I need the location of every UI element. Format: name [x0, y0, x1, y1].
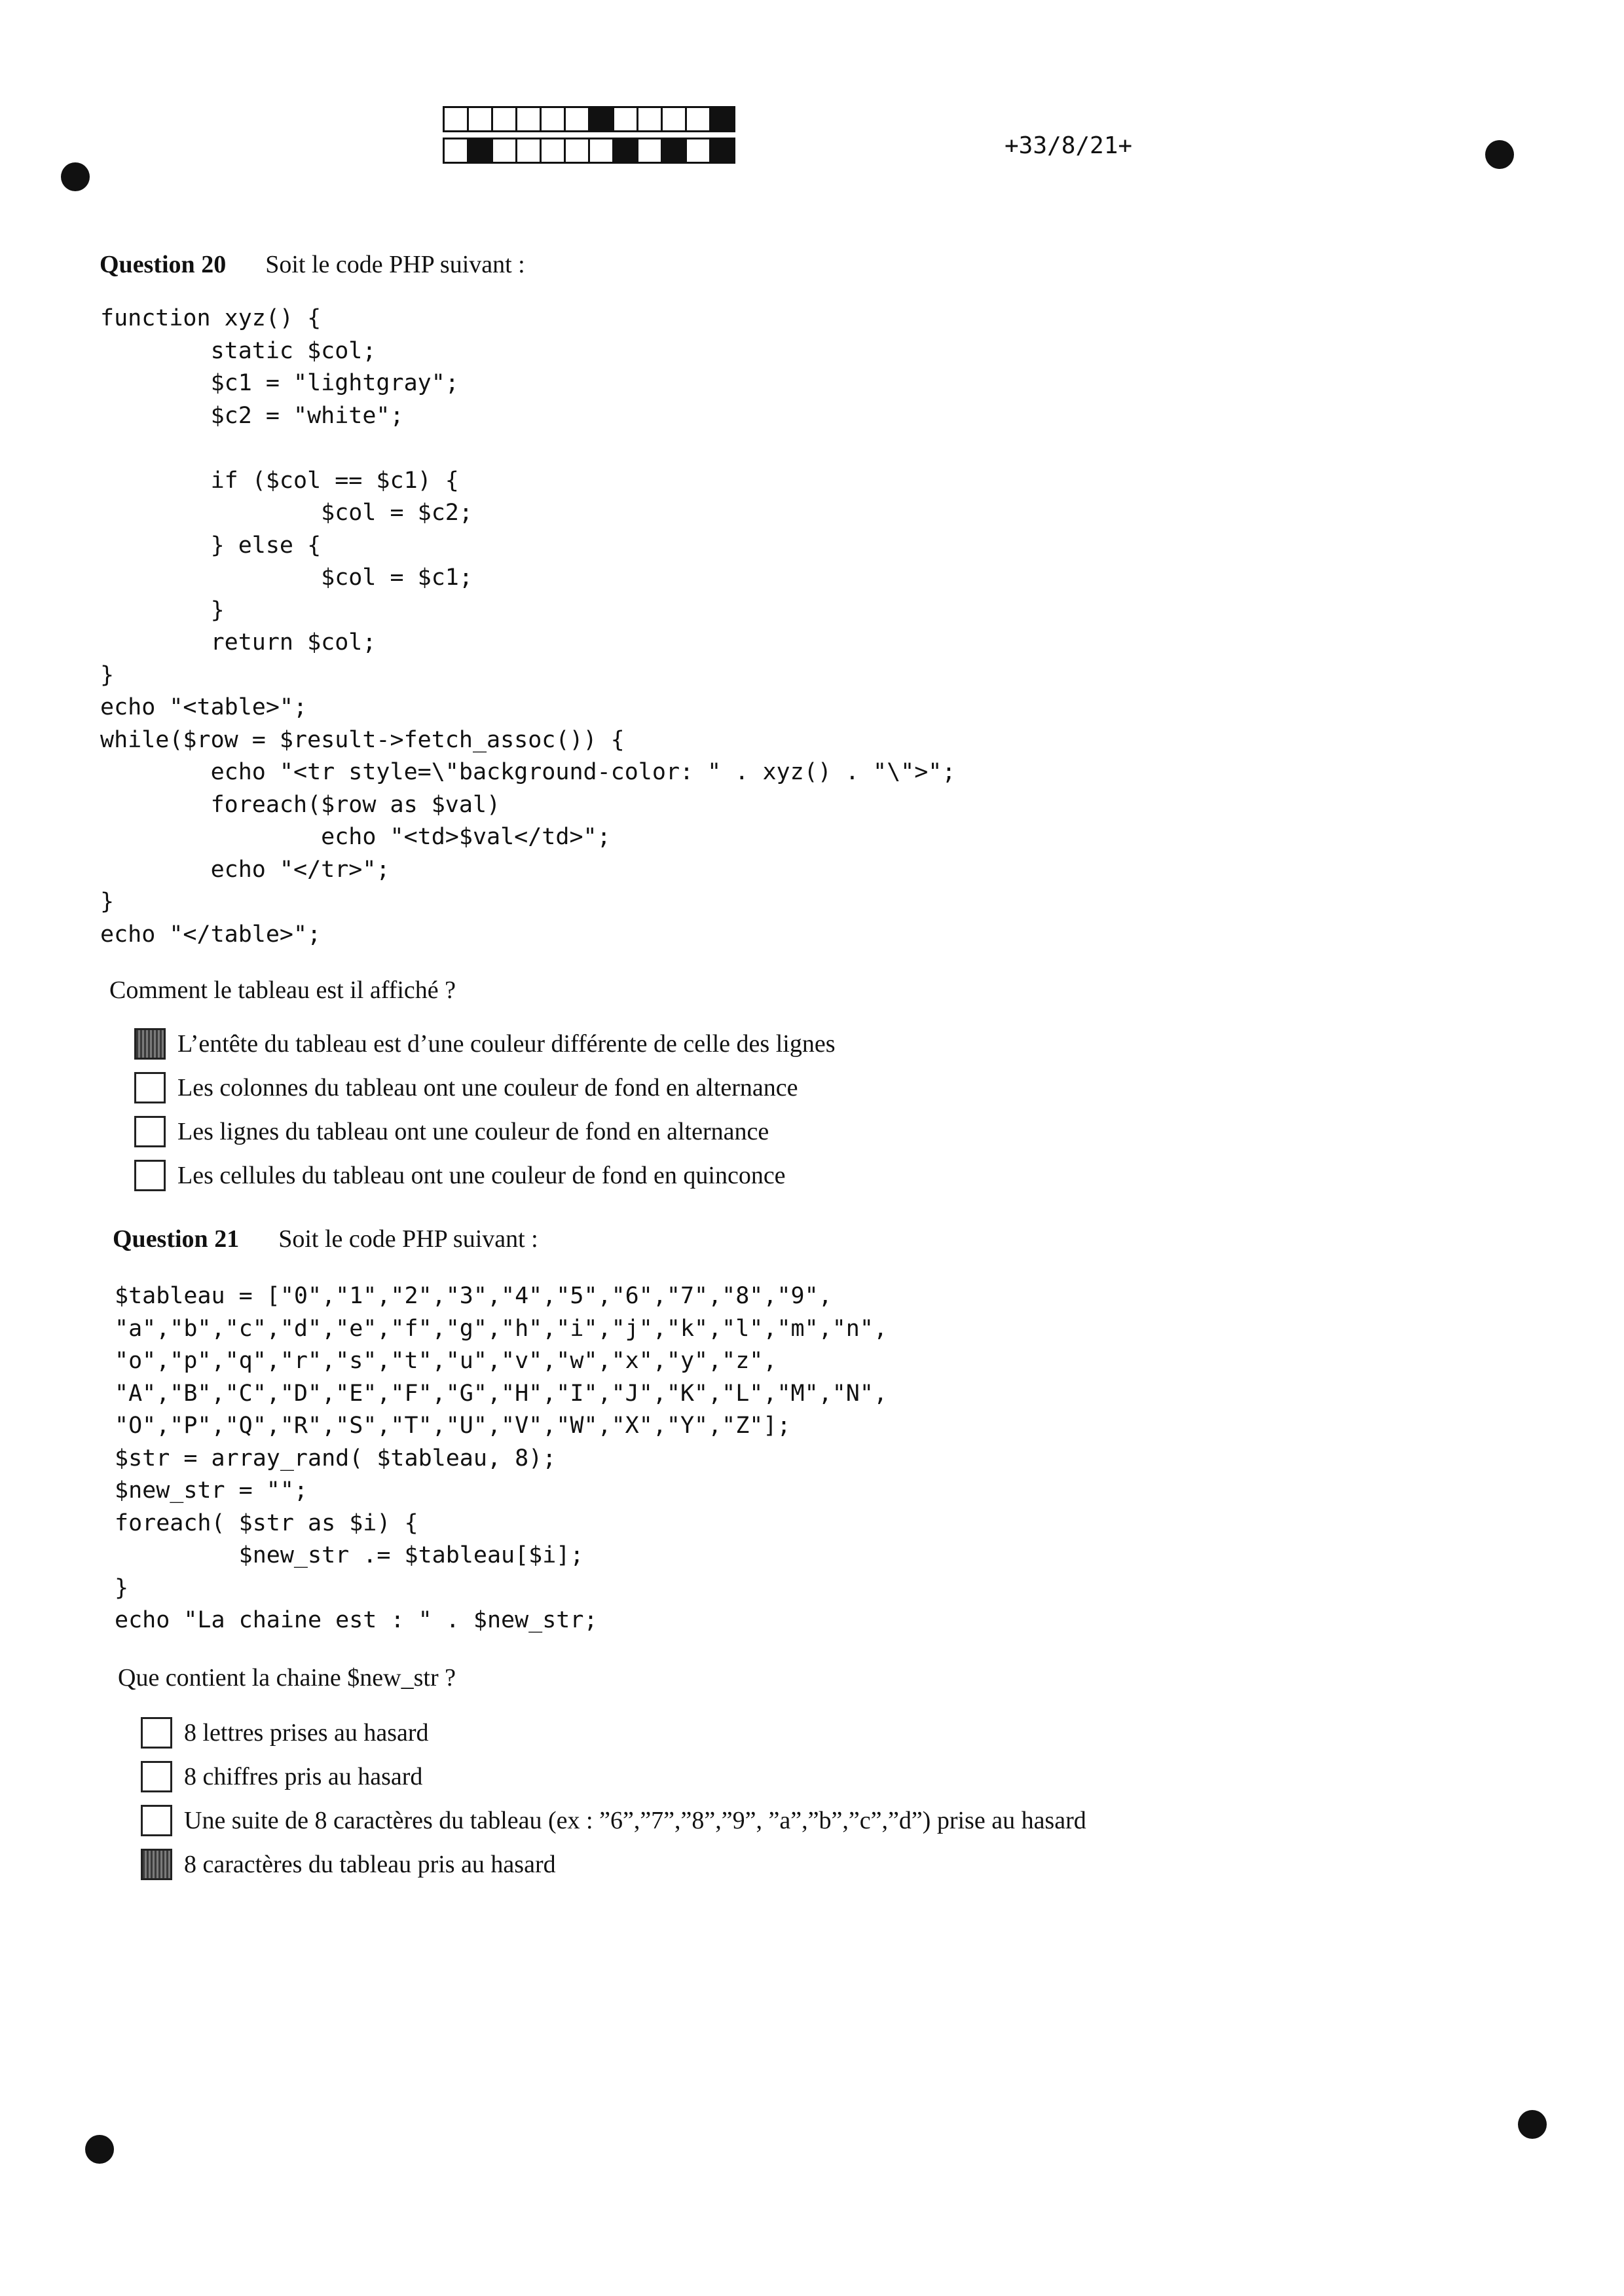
question-20-prompt: Comment le tableau est il affiché ? [109, 976, 456, 1004]
barcode-cell [467, 138, 493, 164]
q20-option-1[interactable] [134, 1028, 835, 1060]
registration-mark-top-left [61, 162, 90, 191]
barcode-cell [612, 106, 638, 132]
barcode-cell [491, 106, 517, 132]
question-21-code: $tableau = ["0","1","2","3","4","5","6","7","8","9", "a","b","c","d","e","f","g","h","i","j","k","l","m","n", "o","p","q","r","s","t","u","v","w","x","y","z", "A","B","C","D","E","F","G","H","I","J","K","L","M","N", "O","P","Q","R","S","T","U","V","W","X","Y","Z"]; $str = array_rand( $tableau, 8); $new_str = ""; foreach( $str as $i) { $new_str .= $tableau[$i]; } echo "La chaine est : " . $new_str; [115, 1283, 888, 1633]
checkbox[interactable] [134, 1072, 166, 1103]
barcode-cell [661, 106, 687, 132]
registration-mark-top-right [1485, 140, 1514, 169]
barcode-cell [637, 106, 663, 132]
barcode-cell [540, 138, 566, 164]
question-20-header [100, 250, 525, 279]
option-label: 8 lettres prises au hasard [184, 1719, 429, 1747]
barcode-cell [467, 106, 493, 132]
barcode-cell [515, 106, 542, 132]
q21-option-4[interactable] [141, 1849, 556, 1880]
barcode-cell [588, 138, 614, 164]
barcode-cell [515, 138, 542, 164]
registration-mark-bottom-right [1518, 2110, 1547, 2139]
option-label: 8 caractères du tableau pris au hasard [184, 1851, 556, 1878]
q21-option-3[interactable] [141, 1805, 1086, 1836]
page-barcode-row-2 [443, 138, 733, 164]
checkbox[interactable] [134, 1116, 166, 1147]
barcode-cell [661, 138, 687, 164]
option-label: L’entête du tableau est d’une couleur différente de celle des lignes [177, 1030, 836, 1058]
option-label: Les colonnes du tableau ont une couleur de fond en alternance [177, 1074, 798, 1102]
barcode-cell [685, 138, 711, 164]
question-21-header [113, 1225, 538, 1253]
barcode-cell [612, 138, 638, 164]
checkbox[interactable] [134, 1028, 166, 1060]
q21-option-2[interactable] [141, 1761, 422, 1792]
checkbox[interactable] [141, 1849, 172, 1880]
q20-option-2[interactable] [134, 1072, 798, 1103]
option-label: Les cellules du tableau ont une couleur de fond en quinconce [177, 1162, 786, 1189]
barcode-cell [564, 138, 590, 164]
checkbox[interactable] [141, 1717, 172, 1749]
barcode-cell [588, 106, 614, 132]
barcode-cell [685, 106, 711, 132]
question-number: Question 21 [113, 1225, 240, 1253]
page-id: +33/8/21+ [1005, 132, 1133, 159]
question-number: Question 20 [100, 251, 227, 278]
option-label: 8 chiffres pris au hasard [184, 1763, 423, 1790]
barcode-cell [443, 138, 469, 164]
question-21-prompt: Que contient la chaine $new_str ? [118, 1664, 456, 1692]
barcode-cell [709, 138, 735, 164]
option-label: Les lignes du tableau ont une couleur de fond en alternance [177, 1118, 769, 1145]
barcode-cell [540, 106, 566, 132]
barcode-cell [491, 138, 517, 164]
checkbox[interactable] [134, 1160, 166, 1191]
option-label: Une suite de 8 caractères du tableau (ex : ”6”,”7”,”8”,”9”, ”a”,”b”,”c”,”d”) prise au hasard [184, 1807, 1086, 1834]
barcode-cell [637, 138, 663, 164]
barcode-cell [443, 106, 469, 132]
question-intro: Soit le code PHP suivant : [265, 251, 525, 278]
page-barcode-row-1 [443, 106, 733, 132]
question-intro: Soit le code PHP suivant : [278, 1225, 538, 1253]
barcode-cell [709, 106, 735, 132]
question-20-code: function xyz() { static $col; $c1 = "lightgray"; $c2 = "white"; if ($col == $c1) { $col = $c2; } else { $col = $c1; } return $col; } echo "<table>"; while($row = $result->fetch_assoc()) { echo "<tr style=\"background-color: " . xyz() . "\">"; foreach($row as $val) echo "<td>$val</td>"; echo "</tr>"; } echo "</table>"; [100, 305, 956, 948]
registration-mark-bottom-left [85, 2135, 114, 2164]
barcode-cell [564, 106, 590, 132]
q20-option-4[interactable] [134, 1160, 786, 1191]
q21-option-1[interactable] [141, 1717, 429, 1749]
checkbox[interactable] [141, 1805, 172, 1836]
checkbox[interactable] [141, 1761, 172, 1792]
q20-option-3[interactable] [134, 1116, 769, 1147]
